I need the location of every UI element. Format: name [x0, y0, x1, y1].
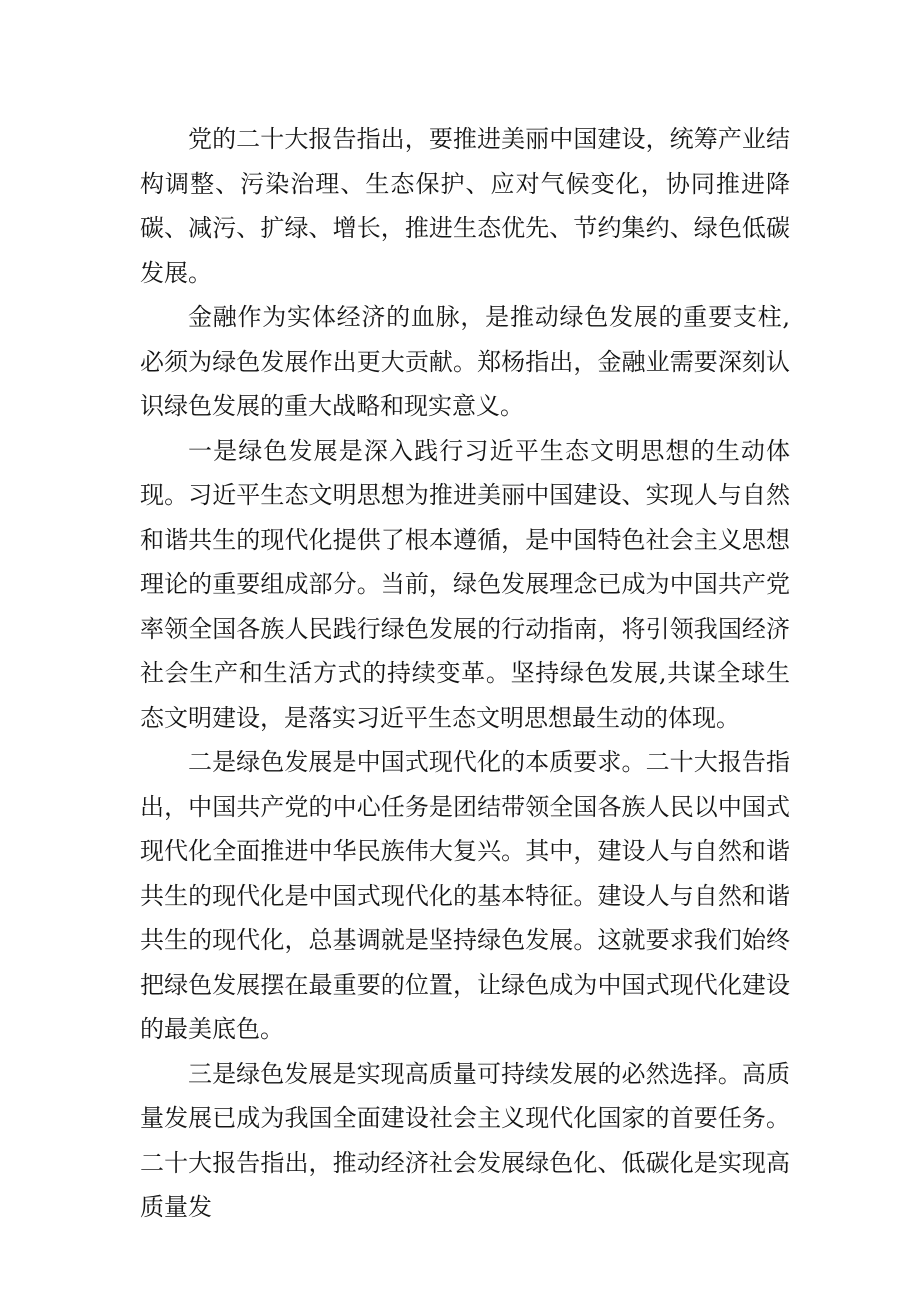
- paragraph-2: 金融作为实体经济的血脉，是推动绿色发展的重要支柱,必须为绿色发展作出更大贡献。郑杨指出，金融业需要深刻认识绿色发展的重大战略和现实意义。: [140, 303, 790, 420]
- paragraph-3: 一是绿色发展是深入践行习近平生态文明思想的生动体现。习近平生态文明思想为推进美丽中国建设、实现人与自然和谐共生的现代化提供了根本遵循，是中国特色社会主义思想理论的重要组成部分。当前，绿色发展理念已成为中国共产党率领全国各族人民践行绿色发展的行动指南，将引领我国经济社会生产和生活方式的持续变革。坚持绿色发展,共谋全球生态文明建设，是落实习近平生态文明思想最生动的体现。: [140, 436, 790, 732]
- article-body: [140, 117, 790, 1230]
- paragraph-4: 二是绿色发展是中国式现代化的本质要求。二十大报告指出，中国共产党的中心任务是团结带领全国各族人民以中国式现代化全面推进中华民族伟大复兴。其中，建设人与自然和谐共生的现代化是中国式现代化的基本特征。建设人与自然和谐共生的现代化，总基调就是坚持绿色发展。这就要求我们始终把绿色发展摆在最重要的位置，让绿色成为中国式现代化建设的最美底色。: [140, 748, 790, 1043]
- paragraph-1: 党的二十大报告指出，要推进美丽中国建设，统筹产业结构调整、污染治理、生态保护、应对气候变化，协同推进降碳、减污、扩绿、增长，推进生态优先、节约集约、绿色低碳发展。: [140, 125, 790, 287]
- paragraph-5: 三是绿色发展是实现高质量可持续发展的必然选择。高质量发展已成为我国全面建设社会主义现代化国家的首要任务。二十大报告指出，推动经济社会发展绿色化、低碳化是实现高质量发: [140, 1059, 790, 1221]
